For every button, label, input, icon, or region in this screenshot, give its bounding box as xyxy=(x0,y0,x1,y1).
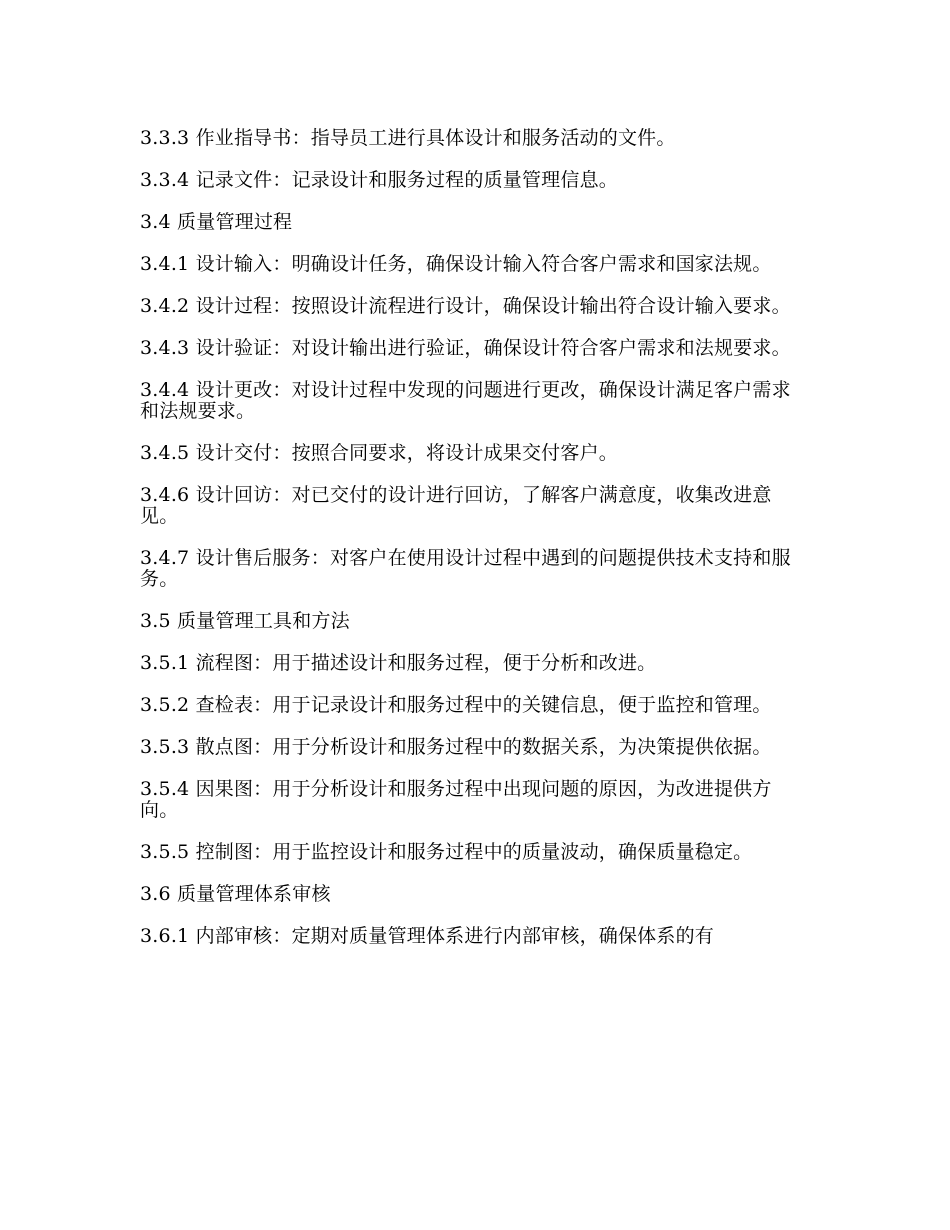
paragraph-3-5-4: 3.5.4 因果图：用于分析设计和服务过程中出现问题的原因，为改进提供方向。 xyxy=(140,778,772,821)
section-heading-3-4: 3.4 质量管理过程 xyxy=(140,211,293,233)
paragraph-3-3-3: 3.3.3 作业指导书：指导员工进行具体设计和服务活动的文件。 xyxy=(140,127,676,149)
paragraph-3-5-1: 3.5.1 流程图：用于描述设计和服务过程，便于分析和改进。 xyxy=(140,652,657,674)
section-heading-3-5: 3.5 质量管理工具和方法 xyxy=(140,610,350,632)
section-heading-3-6: 3.6 质量管理体系审核 xyxy=(140,883,331,905)
document-body xyxy=(140,128,795,968)
paragraph-3-4-1: 3.4.1 设计输入：明确设计任务，确保设计输入符合客户需求和国家法规。 xyxy=(140,253,772,275)
paragraph-3-3-4: 3.3.4 记录文件：记录设计和服务过程的质量管理信息。 xyxy=(140,169,618,191)
paragraph-3-6-1: 3.6.1 内部审核：定期对质量管理体系进行内部审核，确保体系的有 xyxy=(140,925,714,947)
paragraph-3-4-3: 3.4.3 设计验证：对设计输出进行验证，确保设计符合客户需求和法规要求。 xyxy=(140,337,791,359)
paragraph-3-5-3: 3.5.3 散点图：用于分析设计和服务过程中的数据关系，为决策提供依据。 xyxy=(140,736,772,758)
paragraph-3-4-6: 3.4.6 设计回访：对已交付的设计进行回访，了解客户满意度，收集改进意见。 xyxy=(140,484,772,527)
paragraph-3-4-7: 3.4.7 设计售后服务：对客户在使用设计过程中遇到的问题提供技术支持和服务。 xyxy=(140,547,791,590)
paragraph-3-5-5: 3.5.5 控制图：用于监控设计和服务过程中的质量波动，确保质量稳定。 xyxy=(140,841,753,863)
paragraph-3-4-2: 3.4.2 设计过程：按照设计流程进行设计，确保设计输出符合设计输入要求。 xyxy=(140,295,791,317)
paragraph-3-4-5: 3.4.5 设计交付：按照合同要求，将设计成果交付客户。 xyxy=(140,442,618,464)
paragraph-3-5-2: 3.5.2 查检表：用于记录设计和服务过程中的关键信息，便于监控和管理。 xyxy=(140,694,772,716)
paragraph-3-4-4: 3.4.4 设计更改：对设计过程中发现的问题进行更改，确保设计满足客户需求和法规要求。 xyxy=(140,379,791,422)
